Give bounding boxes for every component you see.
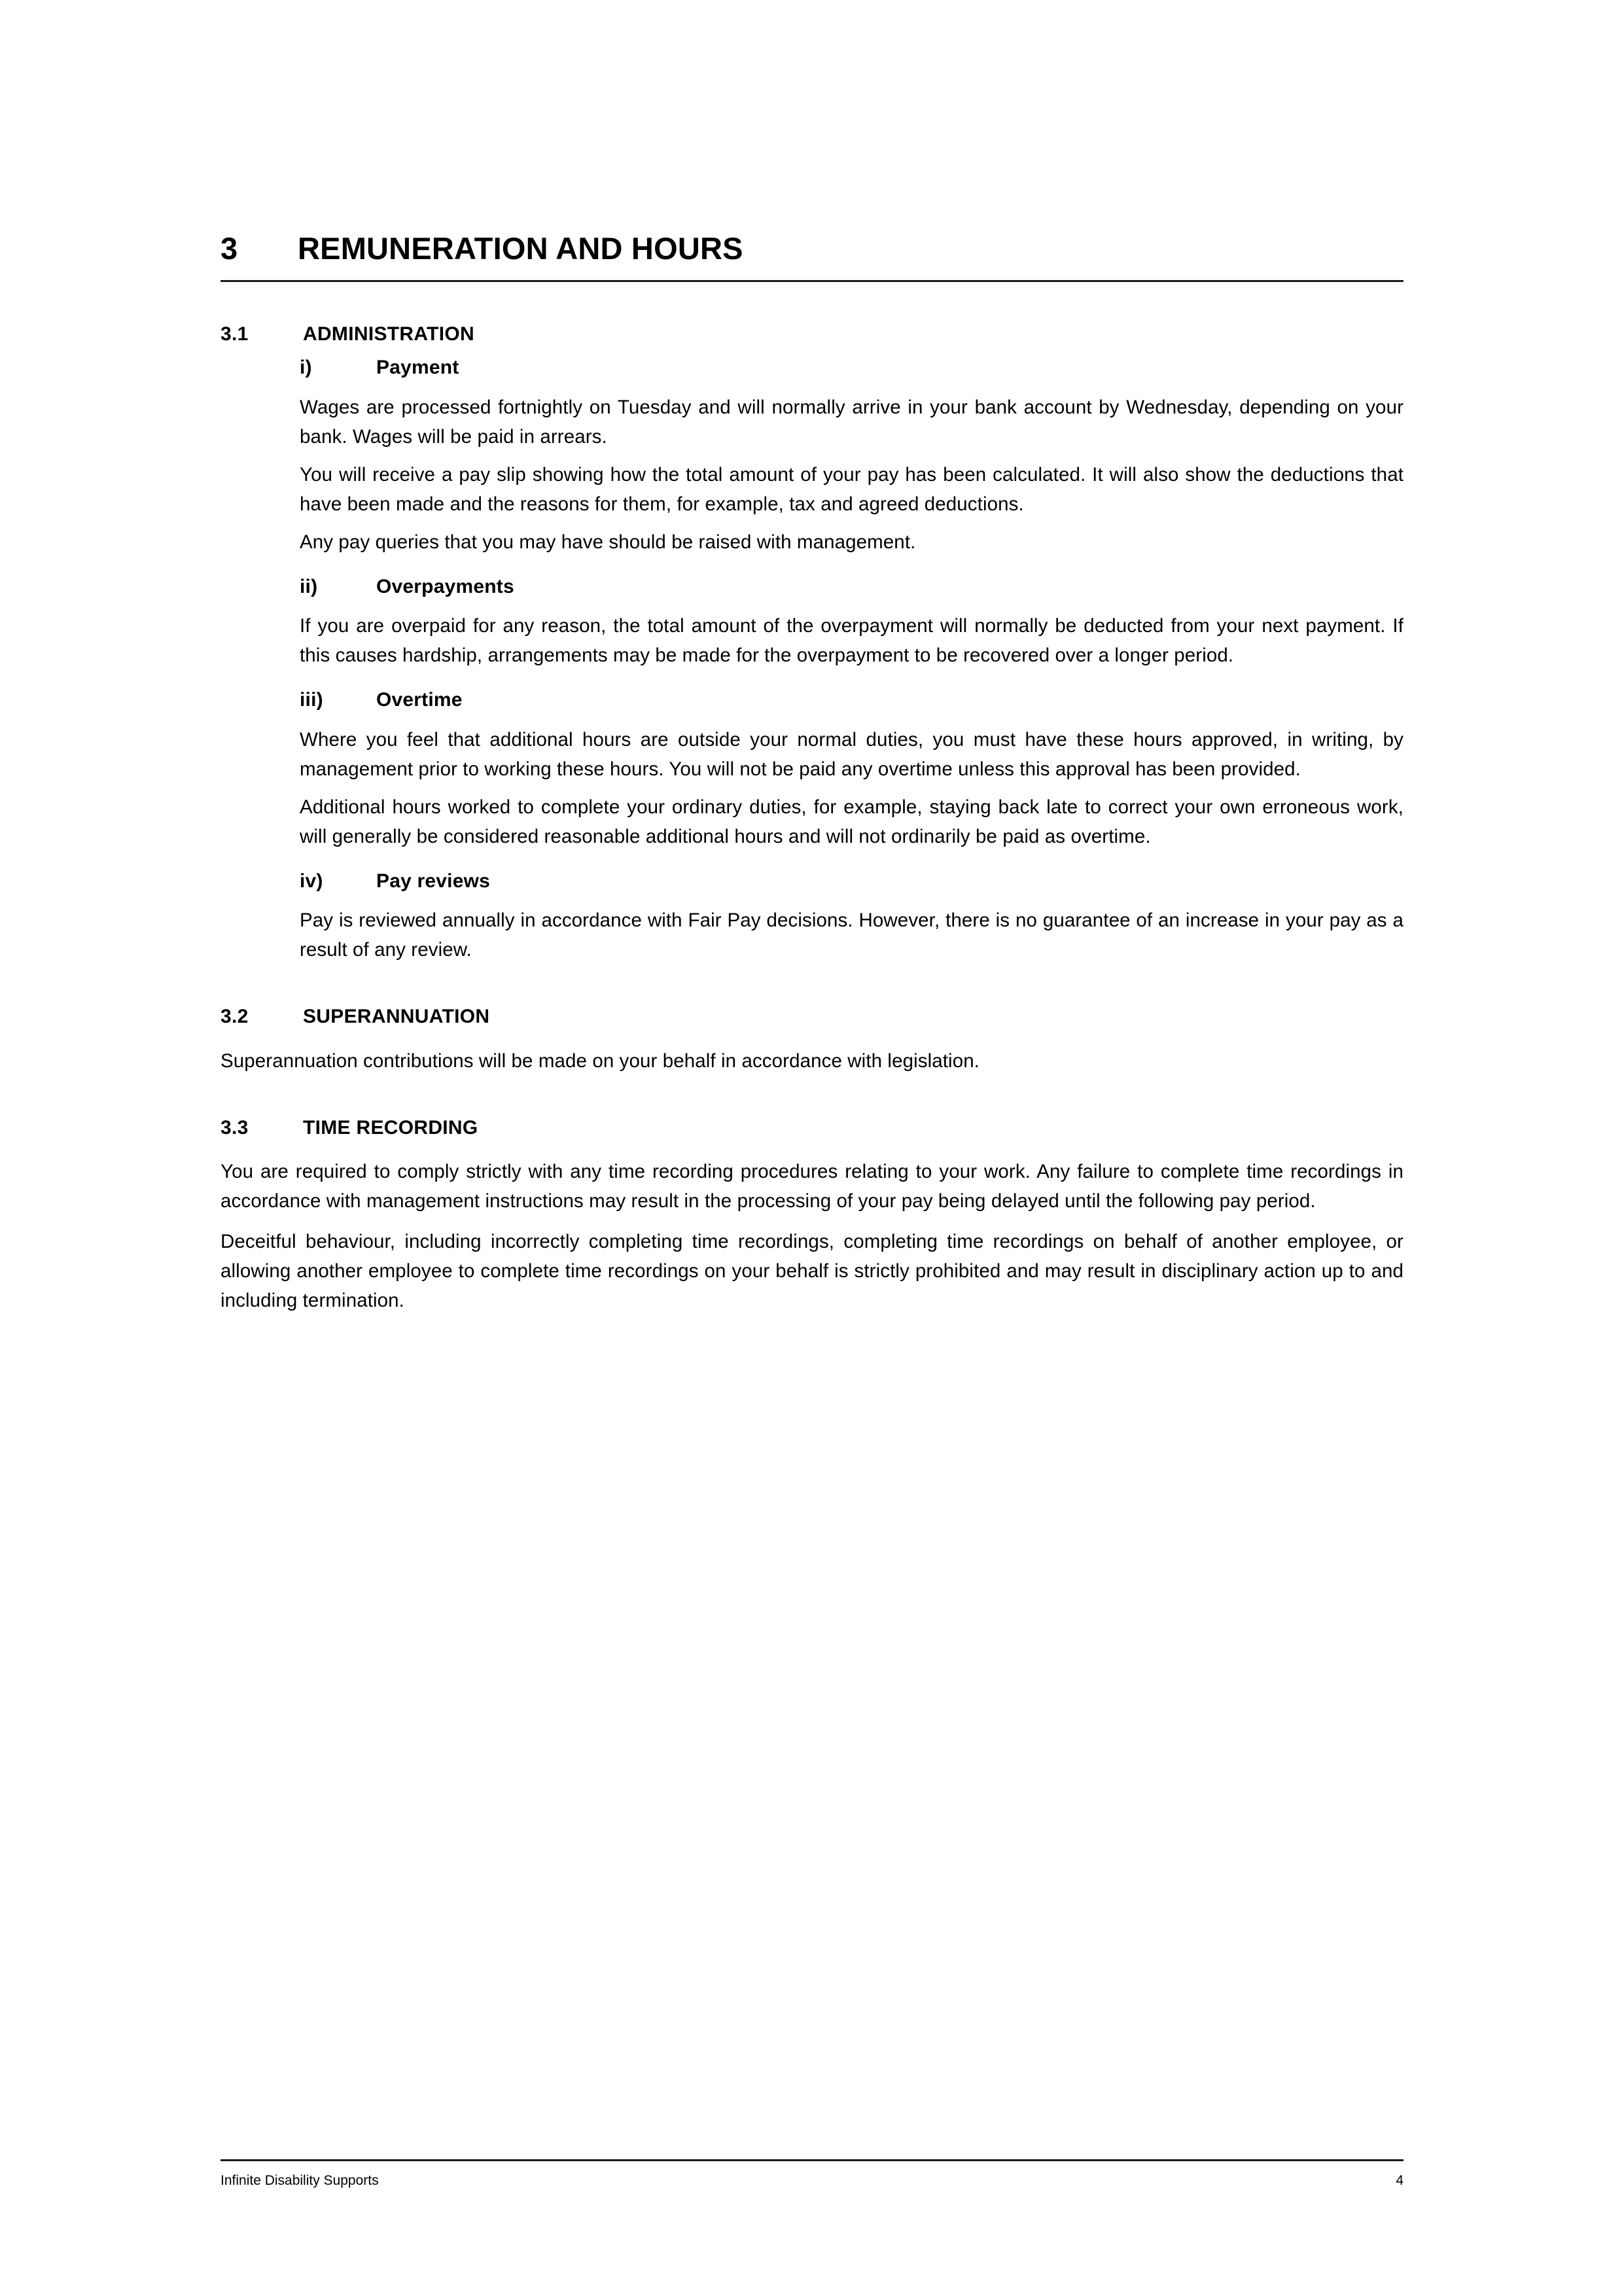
subsection-title: TIME RECORDING: [303, 1116, 478, 1139]
item-title: Overtime: [376, 689, 463, 711]
paragraph: Pay is reviewed annually in accordance with Fair Pay decisions. However, there is no guarantee of an increase in your pay as a result of any review.: [300, 910, 1403, 961]
footer-row: [221, 2172, 1403, 2189]
paragraph: You will receive a pay slip showing how the total amount of your pay has been calculated. It will also show the deductions that have been made and the reasons for them, for example, tax and agreed deductions.: [300, 463, 1403, 515]
item-heading-pay-reviews: [300, 870, 1403, 893]
paragraph: Deceitful behaviour, including incorrectly completing time recordings, completing time recordings on behalf of another employee, or allowing another employee to complete time recordings on your behalf is strictly prohibited and may result in disciplinary action up to and including termination.: [221, 1231, 1403, 1312]
paragraph: You are required to comply strictly with any time recording procedures relating to your work. Any failure to complete time recordings in accordance with management instructions may result in the processing of your pay being delayed until the following pay period.: [221, 1161, 1403, 1212]
document-content: [221, 0, 1403, 1315]
subsection-number: 3.1: [221, 323, 249, 345]
paragraph: Additional hours worked to complete your ordinary duties, for example, staying back late to correct your own erroneous work, will generally be considered reasonable additional hours and will not ordinarily be paid as overtime.: [300, 796, 1403, 847]
item-title: Pay reviews: [376, 870, 490, 892]
item-marker: ii): [300, 575, 318, 597]
footer-page-number: 4: [1396, 2173, 1403, 2188]
subsection-heading-time-recording: [221, 1117, 1403, 1140]
footer-rule: [221, 2159, 1403, 2161]
item-heading-overpayments: [300, 576, 1403, 599]
section-number: 3: [221, 231, 238, 266]
footer-organisation: Infinite Disability Supports: [221, 2173, 379, 2188]
subsection-heading-superannuation: [221, 1006, 1403, 1029]
item-marker: i): [300, 357, 312, 379]
paragraph: Wages are processed fortnightly on Tuesday and will normally arrive in your bank account by Wednesday, depending on your bank. Wages will be paid in arrears.: [300, 396, 1403, 448]
item-title: Overpayments: [376, 575, 514, 597]
subsection-heading-administration: [221, 323, 1403, 346]
section-heading-3: [221, 232, 1403, 282]
item-marker: iv): [300, 870, 323, 892]
section-title: REMUNERATION AND HOURS: [298, 231, 743, 266]
paragraph: Where you feel that additional hours are outside your normal duties, you must have these hours approved, in writing, by management prior to working these hours. You will not be paid any overtime unless this approval has been provided.: [300, 728, 1403, 780]
subsection-number: 3.3: [221, 1116, 249, 1139]
subsection-number: 3.2: [221, 1006, 249, 1028]
paragraph: Any pay queries that you may have should be raised with management.: [300, 531, 916, 553]
item-title: Payment: [376, 357, 459, 379]
subsection-title: ADMINISTRATION: [303, 323, 474, 345]
item-heading-payment: [300, 357, 1403, 380]
paragraph: If you are overpaid for any reason, the total amount of the overpayment will normally be deducted from your next payment. If this causes hardship, arrangements may be made for the overpayment to be recovered over a longer period.: [300, 615, 1403, 667]
item-marker: iii): [300, 689, 323, 711]
subsection-title: SUPERANNUATION: [303, 1006, 490, 1028]
paragraph: Superannuation contributions will be made on your behalf in accordance with legislation.: [221, 1050, 980, 1072]
section-heading-row: [221, 232, 1403, 266]
page-footer: [221, 2159, 1403, 2189]
item-heading-overtime: [300, 689, 1403, 712]
